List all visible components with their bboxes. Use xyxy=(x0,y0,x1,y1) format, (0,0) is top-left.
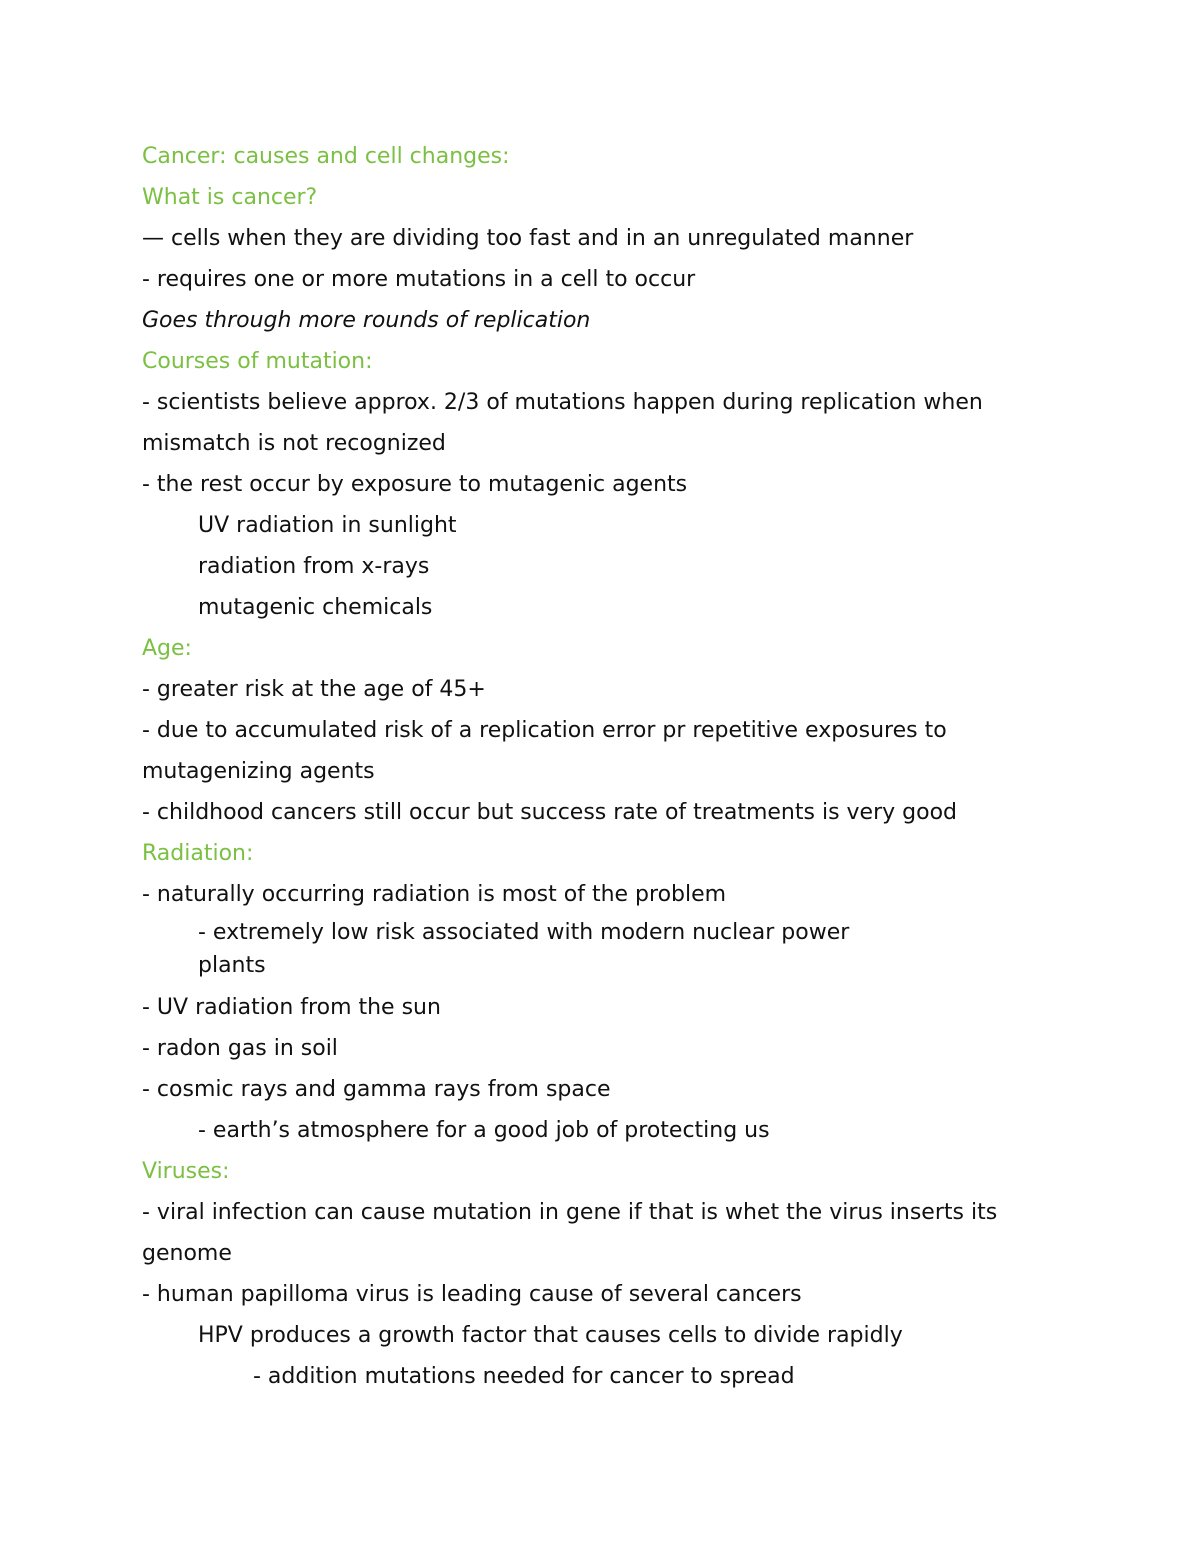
text-line: - scientists believe approx. 2/3 of mutations happen during replication when mismatch is not recognized xyxy=(142,390,983,456)
text-line: - viral infection can cause mutation in gene if that is whet the virus inserts its genome xyxy=(142,1200,998,1266)
text-line: - greater risk at the age of 45+ xyxy=(142,677,486,702)
sub-sub-item: - addition mutations needed for cancer to spread xyxy=(253,1364,795,1389)
text-line: - requires one or more mutations in a cell to occur xyxy=(142,267,696,292)
sub-item: HPV produces a growth factor that causes cells to divide rapidly xyxy=(198,1323,903,1348)
text-line: - human papilloma virus is leading cause of several cancers xyxy=(142,1282,802,1307)
text-line: - radon gas in soil xyxy=(142,1036,338,1061)
sub-item: - earth’s atmosphere for a good job of protecting us xyxy=(198,1118,770,1143)
section-heading-courses-of-mutation: Courses of mutation: xyxy=(142,349,373,374)
sub-item: radiation from x-rays xyxy=(198,554,430,579)
text-line: - childhood cancers still occur but success rate of treatments is very good xyxy=(142,800,957,825)
sub-item: UV radiation in sunlight xyxy=(198,513,457,538)
document-title: Cancer: causes and cell changes: xyxy=(142,144,510,169)
text-line: - UV radiation from the sun xyxy=(142,995,441,1020)
section-heading-radiation: Radiation: xyxy=(142,841,254,866)
section-heading-what-is-cancer: What is cancer? xyxy=(142,185,318,210)
sub-item: mutagenic chemicals xyxy=(198,595,433,620)
sub-item-continuation: plants xyxy=(198,953,266,978)
text-line: - the rest occur by exposure to mutagenic agents xyxy=(142,472,688,497)
text-line: - due to accumulated risk of a replication error pr repetitive exposures to mutagenizing agents xyxy=(142,718,947,784)
sub-item: - extremely low risk associated with modern nuclear power xyxy=(198,920,850,945)
section-heading-viruses: Viruses: xyxy=(142,1159,230,1184)
section-heading-age: Age: xyxy=(142,636,192,661)
text-line: — cells when they are dividing too fast and in an unregulated manner xyxy=(142,226,914,251)
document-page xyxy=(142,136,1072,1397)
italic-note: Goes through more rounds of replication xyxy=(142,308,591,333)
text-line: - cosmic rays and gamma rays from space xyxy=(142,1077,611,1102)
text-line: - naturally occurring radiation is most of the problem xyxy=(142,882,727,907)
